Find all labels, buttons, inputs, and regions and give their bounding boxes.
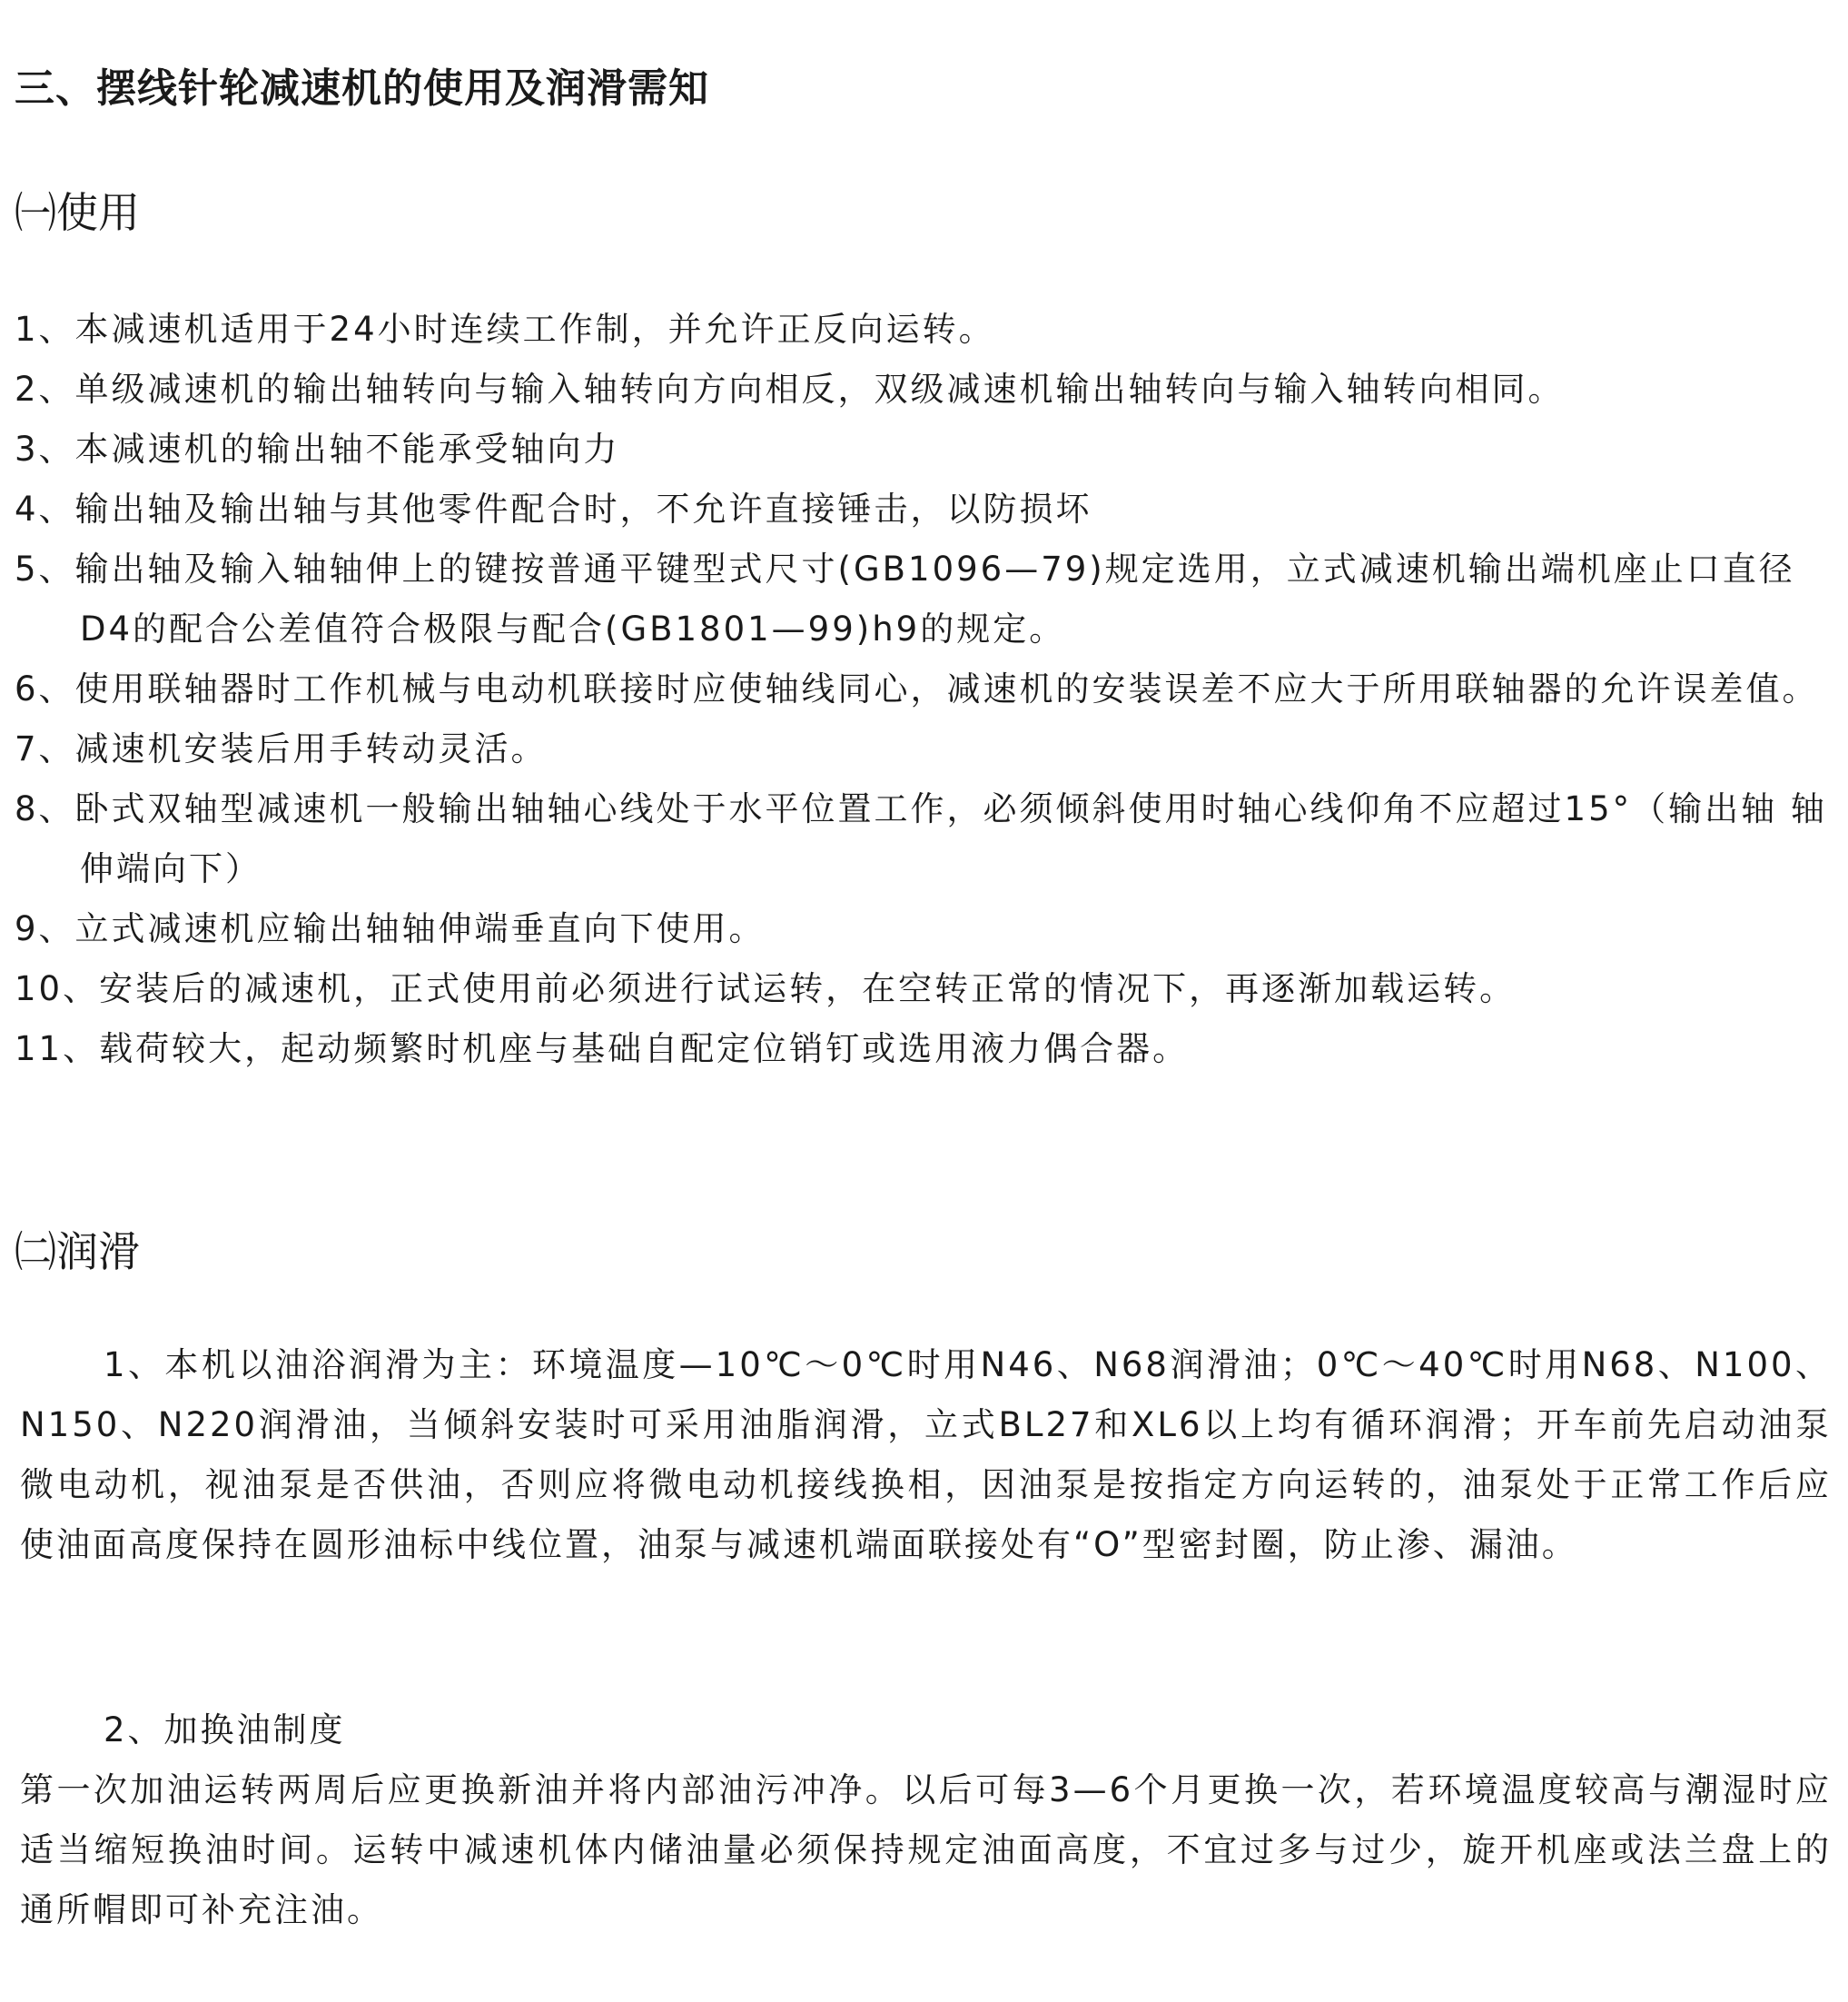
usage-list — [15, 300, 1831, 1079]
usage-item-8: 8、卧式双轴型减速机一般输出轴轴心线处于水平位置工作，必须倾斜使用时轴心线仰角不应超过15°（输出轴 轴伸端向下） — [15, 789, 1827, 888]
list-item — [15, 959, 1831, 1019]
list-item — [15, 659, 1831, 719]
usage-heading: ㈠使用 — [15, 188, 140, 237]
list-item — [15, 480, 1831, 540]
list-item — [15, 719, 1831, 779]
usage-item-11: 11、载荷较大，起动频繁时机座与基础自配定位销钉或选用液力偶合器。 — [15, 1029, 1190, 1068]
list-item — [15, 300, 1831, 360]
list-item — [15, 899, 1831, 959]
oil-change-paragraph: 第一次加油运转两周后应更换新油并将内部油污冲净。以后可每3—6个月更换一次，若环境温度较高与潮湿时应适当缩短换油时间。运转中减速机体内储油量必须保持规定油面高度，不宜过多与过少，旋开机座或法兰盘上的通所帽即可补充注油。 — [20, 1770, 1832, 1929]
lubrication-heading: ㈡润滑 — [15, 1227, 140, 1276]
list-item — [15, 540, 1831, 659]
list-item — [15, 420, 1831, 480]
usage-item-5: 5、输出轴及输入轴轴伸上的键按普通平键型式尺寸(GB1096—79)规定选用，立式减速机输出端机座止口直径D4的配合公差值符合极限与配合(GB1801—99)h9的规定。 — [15, 550, 1795, 649]
list-item — [15, 1019, 1831, 1079]
usage-item-10: 10、安装后的减速机，正式使用前必须进行试运转，在空转正常的情况下，再逐渐加载运转。 — [15, 969, 1517, 1008]
usage-item-3: 3、本减速机的输出轴不能承受轴向力 — [15, 430, 620, 469]
oil-change-heading: 2、加换油制度 — [104, 1710, 346, 1749]
document-title: 三、摆线针轮减速机的使用及润滑需知 — [15, 65, 709, 112]
usage-item-2: 2、单级减速机的输出轴转向与输入轴转向方向相反，双级减速机输出轴转向与输入轴转向相同。 — [15, 370, 1565, 409]
usage-item-6: 6、使用联轴器时工作机械与电动机联接时应使轴线同心，减速机的安装误差不应大于所用联轴器的允许误差值。 — [15, 669, 1819, 709]
list-item — [15, 360, 1831, 420]
usage-item-4: 4、输出轴及输出轴与其他零件配合时，不允许直接锤击，以防损坏 — [15, 490, 1092, 529]
usage-item-9: 9、立式减速机应输出轴轴伸端垂直向下使用。 — [15, 909, 766, 948]
lubrication-paragraph-1: 1、本机以油浴润滑为主：环境温度—10℃～0℃时用N46、N68润滑油；0℃～40℃时用N68、N100、N150、N220润滑油，当倾斜安装时可采用油脂润滑，立式BL27和XL6以上均有循环润滑；开车前先启动油泵微电动机，视油泵是否供油，否则应将微电动机接线换相，因油泵是按指定方向运转的，油泵处于正常工作后应使油面高度保持在圆形油标中线位置，油泵与减速机端面联接处有“O”型密封圈，防止渗、漏油。 — [20, 1345, 1832, 1564]
usage-item-7: 7、减速机安装后用手转动灵活。 — [15, 729, 548, 768]
usage-item-1: 1、本减速机适用于24小时连续工作制，并允许正反向运转。 — [15, 310, 995, 349]
list-item — [15, 779, 1831, 899]
